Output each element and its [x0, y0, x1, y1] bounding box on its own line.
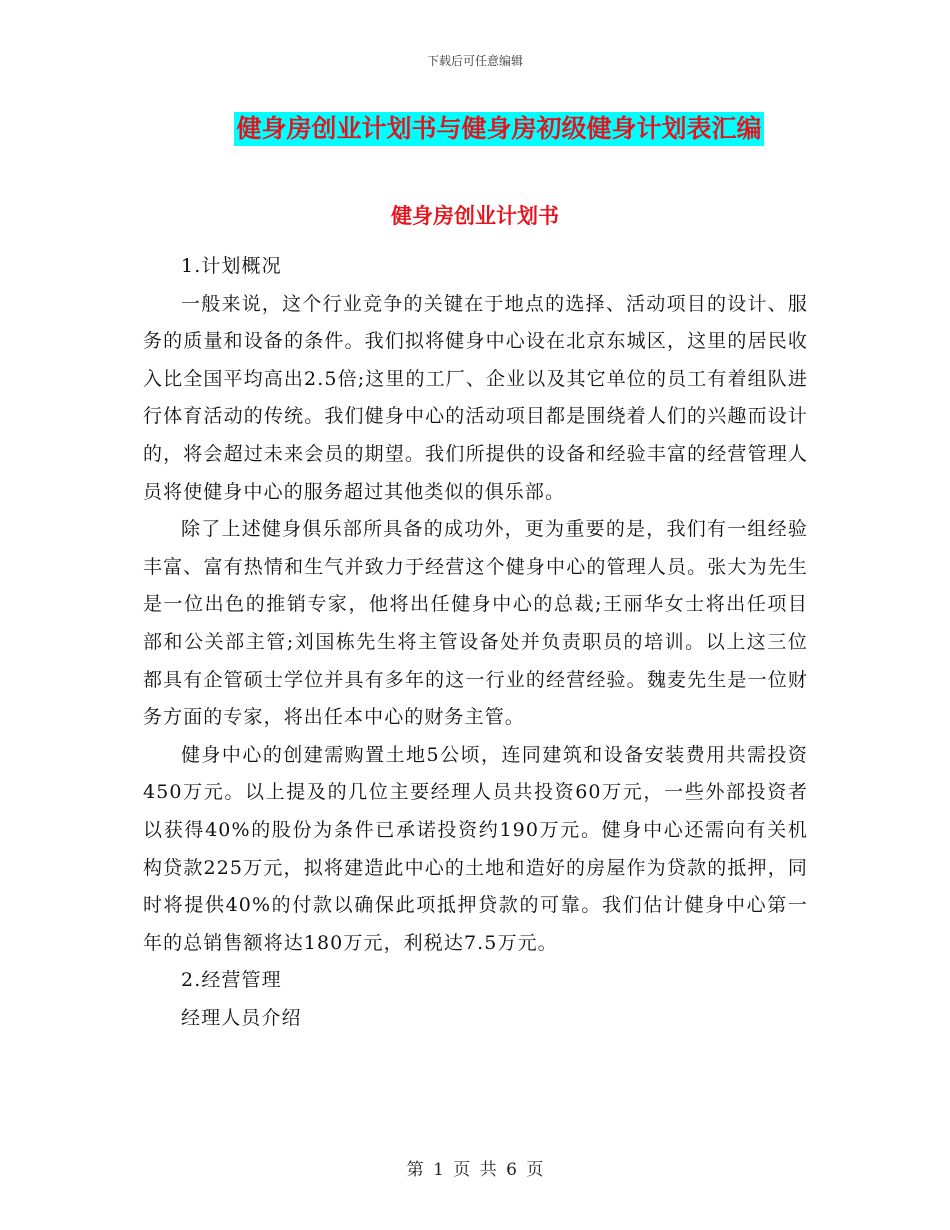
paragraph: 除了上述健身俱乐部所具备的成功外，更为重要的是，我们有一组经验丰富、富有热情和生气并致力于经营这个健身中心的管理人员。张大为先生是一位出色的推销专家，他将出任健身中心的总裁;王丽华女士将出任项目部和公关部主管;刘国栋先生将主管设备处并负责职员的培训。以上这三位都具有企管硕士学位并具有多年的这一行业的经营经验。魏麦先生是一位财务方面的专家，将出任本中心的财务主管。 — [143, 518, 808, 729]
section-title: 健身房创业计划书 — [391, 204, 559, 228]
subheading-manager-intro: 经理人员介绍 — [181, 1006, 302, 1029]
heading-operations-management: 2.经营管理 — [181, 969, 282, 992]
heading-plan-overview: 1.计划概况 — [181, 255, 282, 277]
document-body — [143, 248, 808, 1037]
page-header-note: 下载后可任意编辑 — [426, 54, 523, 68]
document-title: 健身房创业计划书与健身房初级健身计划表汇编 — [234, 112, 763, 146]
document-title-container — [0, 112, 950, 146]
page-number-footer: 第 1 页 共 6 页 — [406, 1160, 544, 1180]
paragraph: 一般来说，这个行业竞争的关键在于地点的选择、活动项目的设计、服务的质量和设备的条件。我们拟将健身中心设在北京东城区，这里的居民收入比全国平均高出2.5倍;这里的工厂、企业以及其它单位的员工有着组队进行体育活动的传统。我们健身中心的活动项目都是围绕着人们的兴趣而设计的，将会超过未来会员的期望。我们所提供的设备和经验丰富的经营管理人员将使健身中心的服务超过其他类似的俱乐部。 — [143, 292, 808, 503]
paragraph: 健身中心的创建需购置土地5公顷，连同建筑和设备安装费用共需投资450万元。以上提及的几位主要经理人员共投资60万元，一些外部投资者以获得40%的股份为条件已承诺投资约190万元。健身中心还需向有关机构贷款225万元，拟将建造此中心的土地和造好的房屋作为贷款的抵押，同时将提供40%的付款以确保此项抵押贷款的可靠。我们估计健身中心第一年的总销售额将达180万元，利税达7.5万元。 — [143, 743, 808, 954]
